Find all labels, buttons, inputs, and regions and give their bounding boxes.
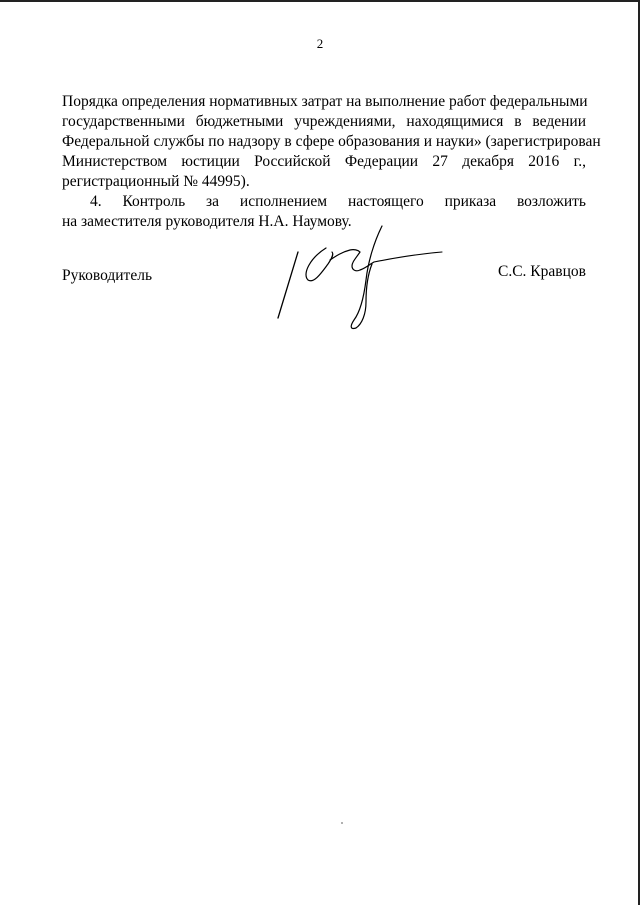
page-number: 2 [316,36,324,51]
signer-title: Руководитель [62,267,153,284]
document-body [62,92,601,232]
handwritten-signature [270,222,450,334]
body-line: Федеральной службы по надзору в сфере образования и науки» (зарегистрирован [62,133,601,150]
body-line-paragraph-4: 4. Контроль за исполнением настоящего приказа возложить [90,193,586,210]
body-line: Министерством юстиции Российской Федерации 27 декабря 2016 г., [62,153,586,170]
scan-edge-top [0,0,640,2]
body-line: регистрационный № 44995). [62,173,250,190]
scan-speck [341,822,343,824]
body-line: Порядка определения нормативных затрат на выполнение работ федеральными [62,93,588,110]
signer-name: С.С. Кравцов [498,263,586,280]
body-line: на заместителя руководителя Н.А. Наумову. [62,213,352,230]
body-line: государственными бюджетными учреждениями, находящимися в ведении [62,113,586,130]
